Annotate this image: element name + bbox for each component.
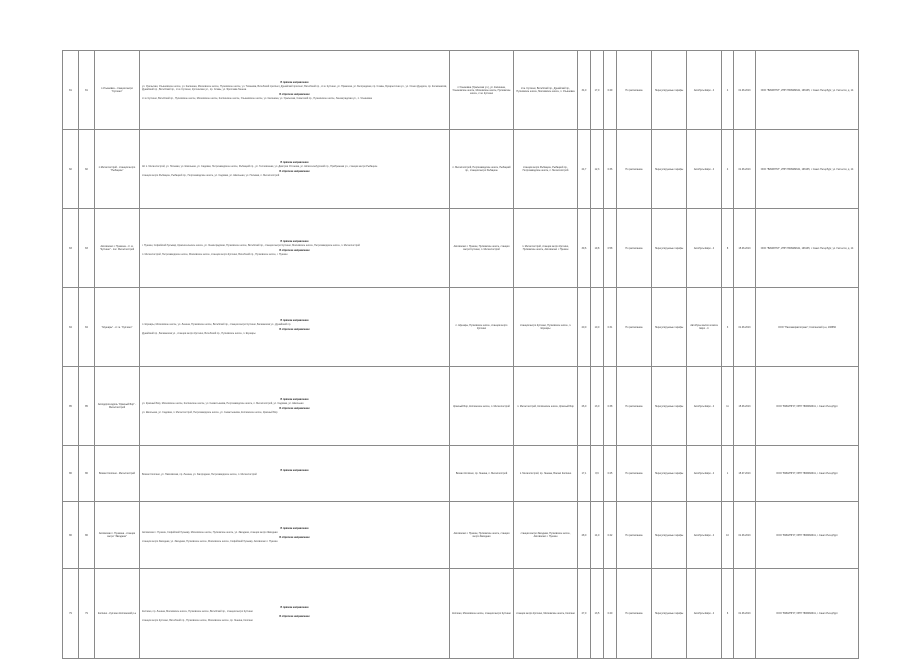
row-number: 84 [63,288,79,367]
route-name: Автовокзал г. Пушкина - станция метро "Звёздная" [95,502,140,569]
routes-table [62,50,859,659]
route-forward-text: ул. Красный Бор, Московское шоссе, Колпинское шоссе, ул. Севастьянова, Петрозаводское шоссе, п. Металлострой, ул. Садовая, ул. Школьная [142,402,304,405]
route-back-header: В обратном направлении [279,536,310,539]
vehicle-count: 4 [722,51,734,130]
row-number: 85 [63,367,79,446]
tariff-type: Нерегулируемые тарифы [652,367,687,446]
route-back-text: Дунайский пр., Балканская ул., станция метро Купчино, Витебский пр., Пулковское шоссе, п. Шушары [142,332,256,335]
route-length: 26,0 [578,367,591,446]
stops-forward: п.Ульяновка (Уральская ул.), ул. Калинина, Ульяновское шоссе, Московское шоссе, Пулковское шоссе, ст.м. Купчино [450,51,514,130]
route-length-half: 12,3 [591,130,604,209]
vehicle-type: Автобусы малого класса Евро - 4 [687,288,722,367]
table-row [63,288,859,367]
carrier-info: ООО "ВИКИНГИ", ИНН 7806082641, г. Санкт-Петербург [756,446,859,502]
route-forward-header: В прямом направлении [280,398,309,401]
stops-back: станция метро Купчино, Московское шоссе, Колпино [514,569,578,659]
boarding-order: По расписанию [617,209,652,288]
route-forward-header: В прямом направлении [280,469,309,472]
start-date: 15.07.2013 [734,446,756,502]
boarding-order: По расписанию [617,367,652,446]
table-row [63,209,859,288]
route-path [140,502,450,569]
route-length: 28,0 [578,502,591,569]
carrier-info: ООО "ВИКИНГИ", ИНН 7806082641, 196135, г. Санкт-Петербург, ул. Гастелло, д. 14 [756,130,859,209]
start-date: 01.06.2013 [734,569,756,659]
route-path [140,209,450,288]
vehicle-count: 11 [722,367,734,446]
registration-number: 79 [79,569,95,659]
stops-back: п. Металлострой, станция метро Купчино, Пулковское шоссе, Автовокзал г. Пушкин [514,209,578,288]
table-row [63,502,859,569]
route-length: 20,0 [578,288,591,367]
vehicle-count: 1 [722,446,734,502]
vehicle-type: Автобусы Евро - 4 [687,209,722,288]
vehicle-count: 3 [722,288,734,367]
tariff-type: Нерегулируемые тарифы [652,288,687,367]
row-number: 81 [63,51,79,130]
boarding-order: По расписанию [617,288,652,367]
travel-time: 0:40 [604,569,617,659]
route-back-text: станция метро Купчино, Витебский пр., Пулковское шоссе, Московское шоссе, пр. Ленина, Колпино [142,618,253,622]
route-path [140,569,450,659]
vehicle-type: Автобусы Евро - 4 [687,502,722,569]
boarding-order: По расписанию [617,130,652,209]
carrier-info: ООО "ВИКИНГИ", ИНН 7806082641, 196135, г. Санкт-Петербург, ул. Гастелло, д. 14 [756,209,859,288]
route-forward-text: Колпино, пр. Ленина, Московское шоссе, Пулковское шоссе, Витебский пр., станция метро Купчино [142,609,253,613]
route-length: 24,7 [578,130,591,209]
route-length: 27,0 [578,569,591,659]
route-forward-text: Автовокзал г. Пушкин, Софийский бульвар, Московское шоссе, Пулковское шоссе, ул. Звёздная, станция метро Звёздная [142,531,278,534]
boarding-order: По расписанию [617,569,652,659]
tariff-type: Нерегулируемые тарифы [652,569,687,659]
route-path [140,130,450,209]
travel-time: 0:25 [604,446,617,502]
boarding-order: По расписанию [617,446,652,502]
carrier-info: ООО "Пассажиравтотранс", Колпинский р-н, 196650 [756,288,859,367]
table-row [63,569,859,659]
vehicle-type: Автобусы Евро - 4 [687,51,722,130]
registration-number: 84 [79,288,95,367]
route-forward-text: АС п. Металлострой, ул. Полевая, ул. Школьная, ул. Садовая, Петрозаводское шоссе, Рыбацкий пр., ул. Тепловозная, ул. Дмитрия Устинова, ул. Шлиссельбургский пр., Прибрежная ул., станция метро Рыбацкое [142,165,378,168]
vehicle-count: 10 [722,502,734,569]
vehicle-count: 4 [722,130,734,209]
route-path [140,51,450,130]
vehicle-type: Автобусы Евро - 4 [687,446,722,502]
registration-number: 82 [79,130,95,209]
row-number: 79 [63,569,79,659]
route-forward-header: В прямом направлении [280,240,309,243]
start-date: 01.06.2013 [734,502,756,569]
table-row [63,130,859,209]
tariff-type: Нерегулируемые тарифы [652,502,687,569]
route-forward-text: Вокзал Колпино, ул. Павловская, пр. Ленина, ул. Загородная, Петрозаводское шоссе, п. Металлострой [142,473,257,476]
route-forward-header: В прямом направлении [280,319,309,322]
vehicle-count: 6 [722,569,734,659]
route-back-header: В обратном направлении [279,328,310,331]
tariff-type: Нерегулируемые тарифы [652,446,687,502]
registration-number: 83 [79,209,95,288]
boarding-order: По расписанию [617,51,652,130]
route-back-header: В обратном направлении [279,407,310,410]
vehicle-type: Автобусы Евро - 4 [687,367,722,446]
start-date: 01.06.2013 [734,130,756,209]
travel-time: 0:58 [604,209,617,288]
vehicle-type: Автобусы Евро - 4 [687,569,722,659]
route-length: 34,0 [578,51,591,130]
stops-forward: Красный Бор, Колпинское шоссе, п. Металлострой [450,367,514,446]
carrier-info: ООО "ВИКИНГИ", ИНН 7806082641, г. Санкт-Петербург [756,502,859,569]
table-row [63,51,859,130]
route-forward-text: п. Шушары, Московское шоссе, ул. Ленина, Пулковское шоссе, Витебский пр., станция метро Купчино, Балканская ул., Дунайский пр. [142,323,291,326]
route-name: Вокзал Колпино - Металлострой [95,446,140,502]
tariff-type: Нерегулируемые тарифы [652,209,687,288]
carrier-info: ООО "ВИКИНГИ", ИНН 7806082641, 196135, г. Санкт-Петербург, ул. Гастелло, д. 14 [756,51,859,130]
route-forward-header: В прямом направлении [280,527,309,530]
route-back-text: ул. Школьная, ул. Садовая, п. Металлострой, Петрозаводское шоссе, ул. Севастьянова, Колпинское шоссе, Красный Бор [142,411,278,414]
vehicle-type: Автобусы Евро - 4 [687,130,722,209]
tariff-type: Нерегулируемые тарифы [652,51,687,130]
stops-back: станция метро Рыбацкое, Рыбацкий пр., Петрозаводское шоссе, п. Металлострой [514,130,578,209]
route-name: п.Ульяновка - станция метро "Купчино" [95,51,140,130]
route-length-half: 17,0 [591,51,604,130]
route-forward-header: В прямом направлении [280,605,309,609]
registration-number: 86 [79,446,95,502]
row-number: 82 [63,130,79,209]
route-length-half: 10,0 [591,288,604,367]
tariff-type: Нерегулируемые тарифы [652,130,687,209]
route-back-header: В обратном направлении [279,170,310,173]
row-number: 83 [63,209,79,288]
carrier-info: ООО "ВИКИНГИ", ИНН 7806082641, г. Санкт-Петербург [756,367,859,446]
route-path [140,367,450,446]
row-number: 86 [63,446,79,502]
route-back-header: В обратном направлении [279,92,310,96]
route-back-text: ст.м. Купчино, Витебский пр., Пулковское шоссе, Московское шоссе, Колпинское шоссе, Ульяновское шоссе, ул. Калинина, ул. Уральская, Советский пр., Пушкинское шоссе, Ленинградская ул., п. Ульяновка [142,96,372,100]
boarding-order: По расписанию [617,502,652,569]
route-name: Автодорога вдоль "Красный Бор" - Металлострой [95,367,140,446]
stops-forward: Вокзал Колпино, пр. Ленина, п. Металлострой [450,446,514,502]
route-length-half: 19,8 [591,209,604,288]
start-date: 15.06.2013 [734,367,756,446]
stops-back: станция метро Купчино, Пулковское шоссе, п. Шушары [514,288,578,367]
registration-number: 86 [79,502,95,569]
table-row [63,446,859,502]
registration-number: 85 [79,367,95,446]
travel-time: 0:42 [604,502,617,569]
row-number: 86 [63,502,79,569]
route-length-half: 8,6 [591,446,604,502]
route-path [140,446,450,502]
start-date: 01.06.2013 [734,51,756,130]
route-back-text: станция метро Рыбацкое, Рыбацкий пр., Петрозаводское шоссе, ул. Садовая, ул. Школьная, ул. Полевая, п. Металлострой [142,174,280,177]
stops-back: ст.м. Купчино, Витебский пр., Дунайский пр., Пулковское шоссе, Московское шоссе, п. Ульяновка [514,51,578,130]
start-date: 01.06.2013 [734,288,756,367]
stops-forward: Колпино, Московское шоссе, станция метро Купчино [450,569,514,659]
vehicle-count: 8 [722,209,734,288]
route-length-half: 13,0 [591,367,604,446]
stops-back: п. Металлострой, Колпинское шоссе, Красный Бор [514,367,578,446]
route-name: п.Металлострой - станция метро "Рыбацкое" [95,130,140,209]
route-forward-text: г. Пушкин, Софийский бульвар, Красносельское шоссе, ул. Ленинградская, Пулковское шоссе, Витебский пр., станция метро Купчино, Московское шоссе, Петрозаводское шоссе, п. Металлострой [142,244,360,247]
stops-back: станция метро Звёздная, Пулковское шоссе, Автовокзал г. Пушкин [514,502,578,569]
carrier-info: ООО "ВИКИНГИ", ИНН 7806082641, г. Санкт-Петербург [756,569,859,659]
route-length-half: 14,0 [591,502,604,569]
start-date: 15.06.2013 [734,209,756,288]
route-forward-header: В прямом направлении [280,161,309,164]
travel-time: 0:49 [604,51,617,130]
route-length-half: 13,5 [591,569,604,659]
route-back-text: п. Металлострой, Петрозаводское шоссе, Московское шоссе, станция метро Купчино, Витебский пр., Пулковское шоссе, г. Пушкин [142,253,288,256]
stops-forward: Автовокзал г. Пушкин, Пулковское шоссе, станция метро Звёздная [450,502,514,569]
travel-time: 0:38 [604,367,617,446]
register-sheet [62,50,858,659]
route-name: "Шушары" - ст. м. "Купчино" [95,288,140,367]
route-name: Автовокзал г. Пушкина - ст. м. "Купчино" - пос. Металлострой [95,209,140,288]
route-back-header: В обратном направлении [279,614,310,618]
registration-number: 81 [79,51,95,130]
route-length: 17,1 [578,446,591,502]
stops-forward: п. Металлострой, Петрозаводское шоссе, Рыбацкий пр., станция метро Рыбацкое [450,130,514,209]
route-name: Колпино - Купчино Колпинский р-н [95,569,140,659]
route-path [140,288,450,367]
table-row [63,367,859,446]
route-forward-text: ул. Уральская, Ульяновское шоссе, ул. Калинина, Московское шоссе, Пулковское шоссе, ул. Типанова, Витебский проспект, Дунайский проспект, Витебский пр., ст.м. Купчино, ул. Пражская, ул. Белградская, пр. Славы, Бухарестская ул., ул. Олеко Дундича, пр. Космонавтов, Дунайский пр., Витебский пр., ст.м. Купчино, Купчинская ул., пр. Славы, ул. Ярослава Гашека [142,84,447,91]
stops-forward: п. Шушары, Пулковское шоссе, станция метро Купчино [450,288,514,367]
travel-time: 0:31 [604,288,617,367]
stops-back: п. Металлострой, пр. Ленина, Вокзал Колпино [514,446,578,502]
stops-forward: Автовокзал г. Пушкин, Пулковское шоссе, станция метро Купчино, п. Металлострой [450,209,514,288]
travel-time: 0:36 [604,130,617,209]
route-forward-header: В прямом направлении [280,80,309,84]
route-length: 39,6 [578,209,591,288]
route-back-text: станция метро Звёздная, ул. Звёздная, Пулковское шоссе, Московское шоссе, Софийский бульвар, Автовокзал г. Пушкин [142,540,278,543]
route-back-header: В обратном направлении [279,249,310,252]
